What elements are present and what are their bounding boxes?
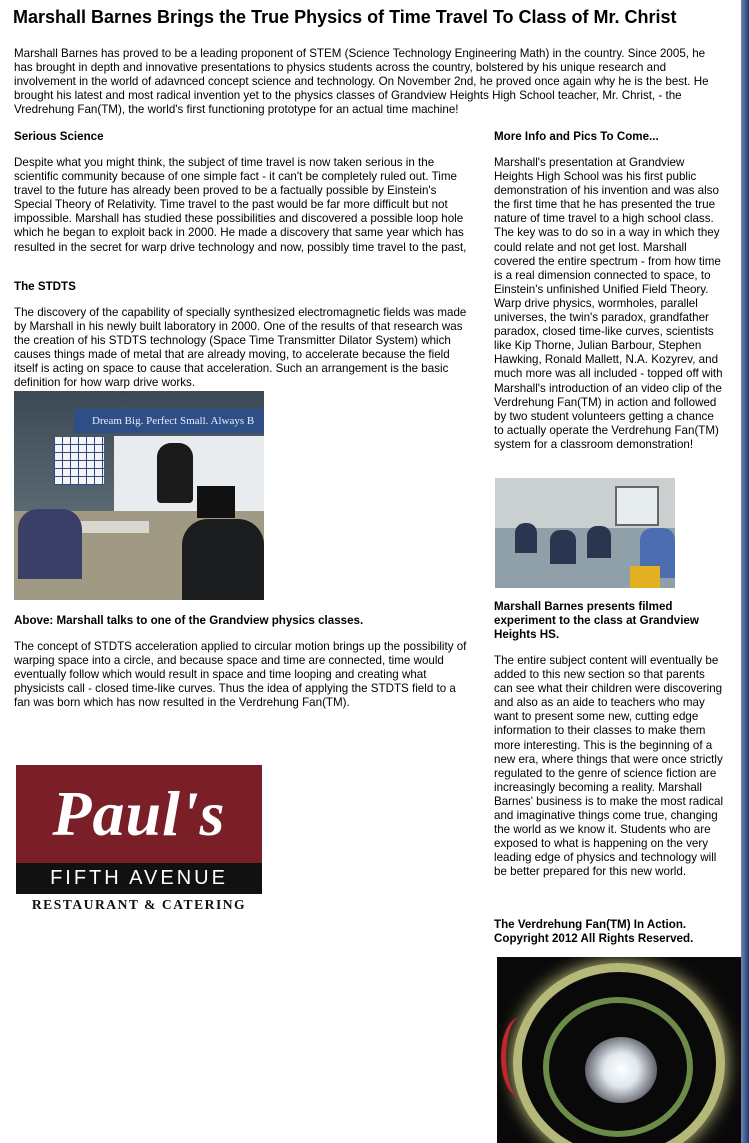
verdrehung-fan-video-still[interactable] bbox=[497, 957, 741, 1143]
logo-restaurant-catering: RESTAURANT & CATERING bbox=[31, 897, 247, 912]
concept-paragraph: The concept of STDTS acceleration applied to circular motion brings up the possibility of warping space into a circle, and because space and time are connected, time would eventually follow which would result in space and time looping and creating what physicists call - closed time-like curves. Thus the idea of applying the STDTS field to a fan was born which has now resulted in the Verdrehung Fan(TM). bbox=[14, 640, 467, 710]
filmed-experiment-photo bbox=[495, 478, 675, 588]
student-figure bbox=[18, 509, 82, 579]
fan-caption: The Verdrehung Fan(TM) In Action. Copyright 2012 All Rights Reserved. bbox=[494, 918, 694, 946]
logo-fifth-avenue: FIFTH AVENUE bbox=[16, 863, 262, 894]
photo-caption: Above: Marshall talks to one of the Grandview physics classes. bbox=[14, 614, 364, 627]
student-figure bbox=[182, 519, 264, 600]
presenter-figure bbox=[157, 443, 193, 503]
logo-name: Paul's bbox=[16, 765, 262, 863]
pauls-restaurant-logo[interactable] bbox=[16, 765, 262, 914]
stdts-heading: The STDTS bbox=[14, 280, 76, 293]
subject-content-paragraph: The entire subject content will eventually be added to this new section so that parents can see what their children were discovering and also as an aide to teachers who may want to present some new, cutting edge information to their classes to make them more interesting. This is the beginning of a new era, where things that were once strictly regulated to the genre of science fiction are increasingly becoming a reality. Marshall Barnes' business is to make the most radical and imaginative things come true, changing the world as we know it. Students who are exposed to what is happening on the very leading edge of physics and technology will be better prepared for this new world. bbox=[494, 654, 724, 879]
presentation-paragraph: Marshall's presentation at Grandview Heights High School was his first public demonstration of his invention and was also the first time that he has presented the true nature of time travel to a high school class. The key was to do so in a way in which they could relate and not get lost. Marshall covered the entire spectrum - from how time is a real dimension connected to space, to Einstein's unfinished Unified Field Theory. Warp drive physics, wormholes, parallel universes, the twin's paradox, grandfather paradox, closed time-like curves, scientists like Kip Thorne, Julian Barbour, Stephen Hawking, Ronald Mallett, N.A. Kozyrev, and much more was all included - topped off with Marshall's introduction of an video clip of the Verdrehung Fan(TM) in action and followed by two student volunteers getting a chance to actually operate the Verdrehung Fan(TM) system for a classroom demonstration! bbox=[494, 156, 723, 451]
classroom-banner: Dream Big. Perfect Small. Always B bbox=[74, 409, 264, 433]
intro-paragraph: Marshall Barnes has proved to be a leading proponent of STEM (Science Technology Engineering Math) in the country. Since 2005, he has brought in depth and innovative presentations to physics students across the country, bolstered by his unique research and involvement in the world of adavnced concept science and technology. On November 2nd, he proved once again why he is the best. He brought his latest and most radical invention yet to the physics classes of Grandview Heights High School teacher, Mr. Christ, - the Vredrehung Fan(TM), the world's first functioning prototype for an actual time machine! bbox=[14, 47, 709, 117]
filmed-experiment-caption: Marshall Barnes presents filmed experiment to the class at Grandview Heights HS. bbox=[494, 600, 699, 642]
page-side-border bbox=[741, 0, 749, 1143]
more-info-heading: More Info and Pics To Come... bbox=[494, 130, 659, 143]
article-title: Marshall Barnes Brings the True Physics of Time Travel To Class of Mr. Christ bbox=[13, 7, 677, 27]
serious-science-paragraph: Despite what you might think, the subject of time travel is now taken serious in the scientific community because of one simple fact - it can't be completely ruled out. Time travel to the future has already been proved to be a factually possible by Einstein's Special Theory of Relativity. Time travel to the past would be far more difficult but not impossible. Marshall has studied these possibilities and discovered a possible loop hole which he began to exploit back in 2000. He made a discovery that same year which has resulted in the secret for warp drive technology and now, possibly time travel to the past, bbox=[14, 156, 467, 254]
classroom-photo bbox=[14, 391, 264, 600]
stdts-paragraph: The discovery of the capability of specially synthesized electromagnetic fields was made by Marshall in his newly built laboratory in 2000. One of the results of that research was the creation of his STDTS technology (Space Time Transmitter Dilator System) which causes things made of metal that are already moving, to accelerate because the field itself is acting on space to cause that acceleration. Such an arrangement is the basic definition for how warp drive works. bbox=[14, 306, 467, 390]
serious-science-heading: Serious Science bbox=[14, 130, 104, 143]
projector-screen bbox=[615, 486, 659, 526]
